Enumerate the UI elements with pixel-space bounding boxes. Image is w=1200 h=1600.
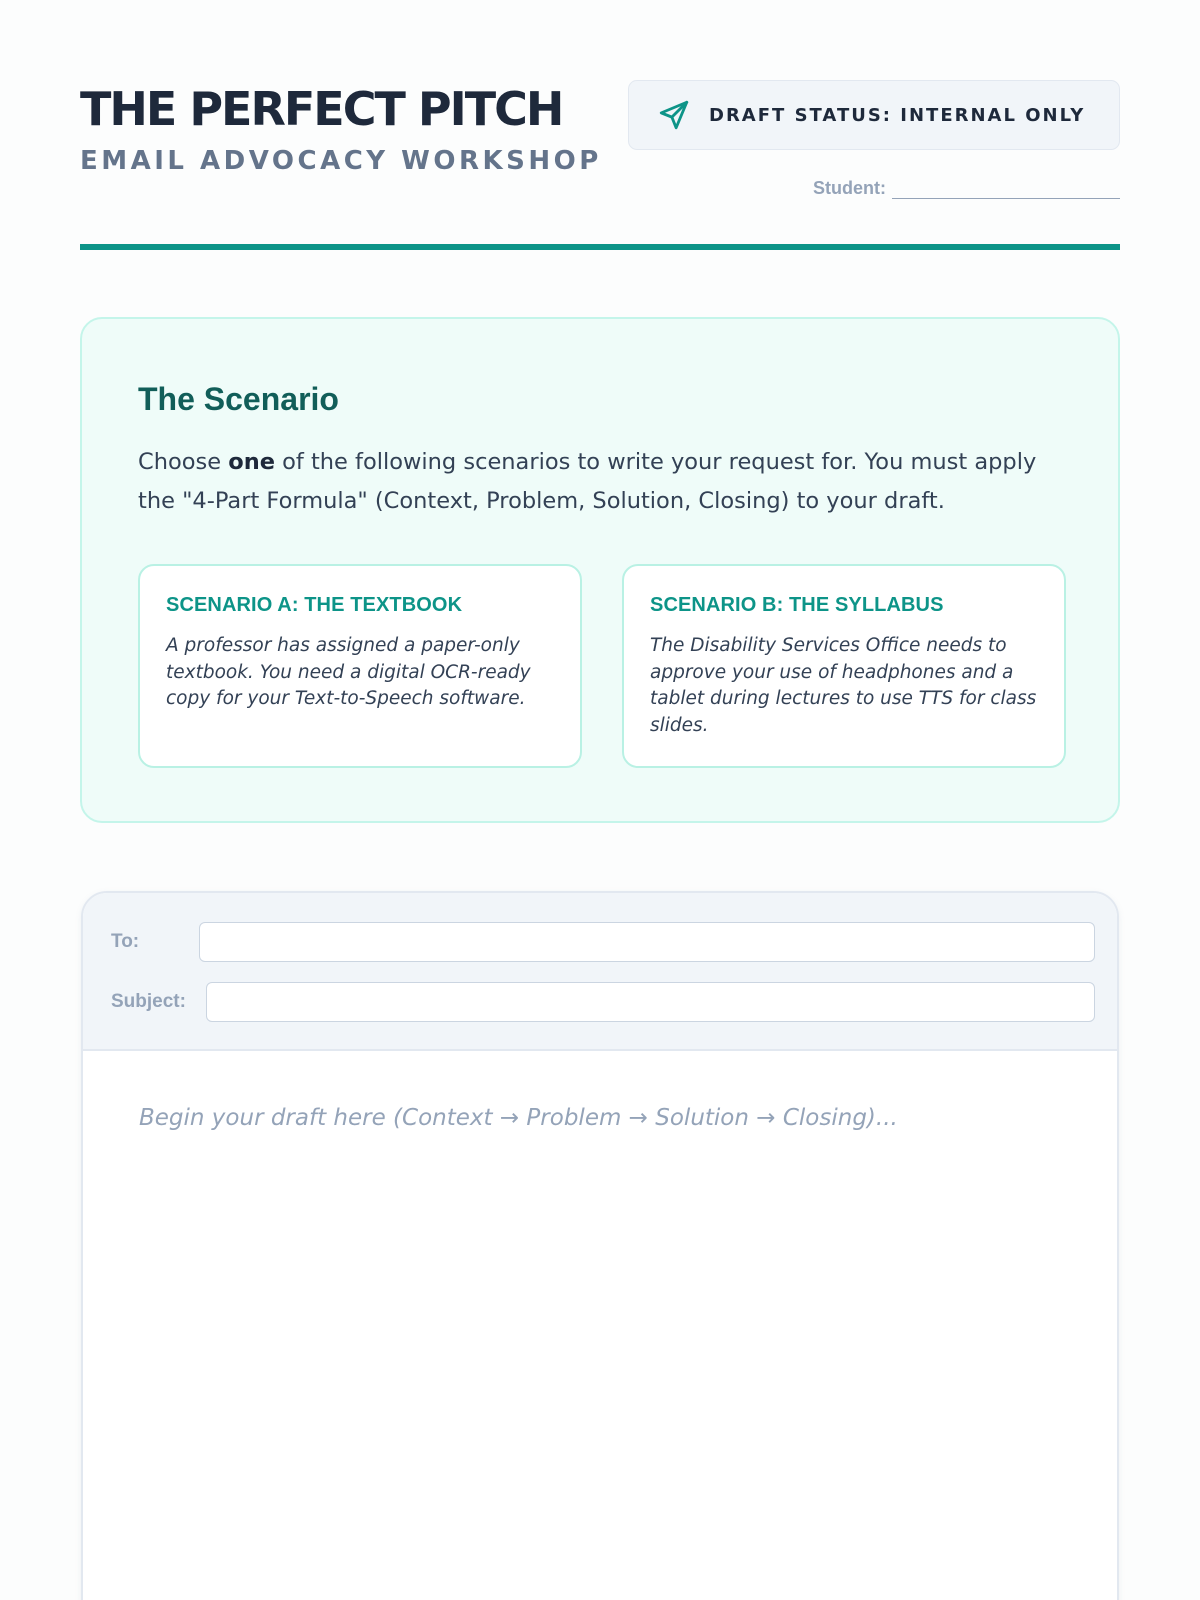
intro-emphasis: one [228, 449, 275, 475]
email-body-placeholder[interactable]: Begin your draft here (Context → Problem → Solution → Closing)... [139, 1105, 898, 1131]
scenario-card-text: The Disability Services Office needs to approve your use of headphones and a tablet during lectures to use TTS for class slides. [650, 635, 1037, 736]
to-field[interactable] [199, 922, 1095, 962]
student-name-line[interactable] [892, 181, 1120, 199]
scenario-card-text: A professor has assigned a paper-only textbook. You need a digital OCR-ready copy for your Text-to-Speech software. [166, 635, 531, 709]
student-label: Student: [813, 178, 886, 198]
send-icon [657, 98, 691, 132]
scenario-panel [80, 317, 1120, 823]
student-name-field [813, 178, 1120, 199]
subject-field[interactable] [206, 982, 1095, 1022]
draft-status-label: DRAFT STATUS: INTERNAL ONLY [709, 104, 1086, 126]
scenario-card-title: SCENARIO B: THE SYLLABUS [650, 594, 944, 616]
page-header [80, 80, 1120, 250]
scenario-card-b[interactable] [622, 564, 1066, 768]
scenario-card-title: SCENARIO A: THE TEXTBOOK [166, 594, 463, 616]
to-label: To: [111, 931, 140, 952]
intro-text-start: Choose [138, 449, 229, 475]
intro-text-end: of the following scenarios to write your request for. You must apply the "4-Part Formula" (Context, Problem, Solution, Closing) to your draft. [138, 449, 1037, 514]
email-composer [81, 891, 1119, 1600]
draft-status-badge [628, 80, 1120, 150]
scenario-heading: The Scenario [138, 381, 339, 417]
header-divider [80, 244, 1120, 250]
scenario-instructions [138, 443, 1078, 521]
email-header [83, 893, 1117, 1051]
page-subtitle: EMAIL ADVOCACY WORKSHOP [80, 146, 602, 176]
page-title: THE PERFECT PITCH [80, 82, 563, 136]
subject-label: Subject: [111, 991, 186, 1012]
scenario-card-a[interactable] [138, 564, 582, 768]
